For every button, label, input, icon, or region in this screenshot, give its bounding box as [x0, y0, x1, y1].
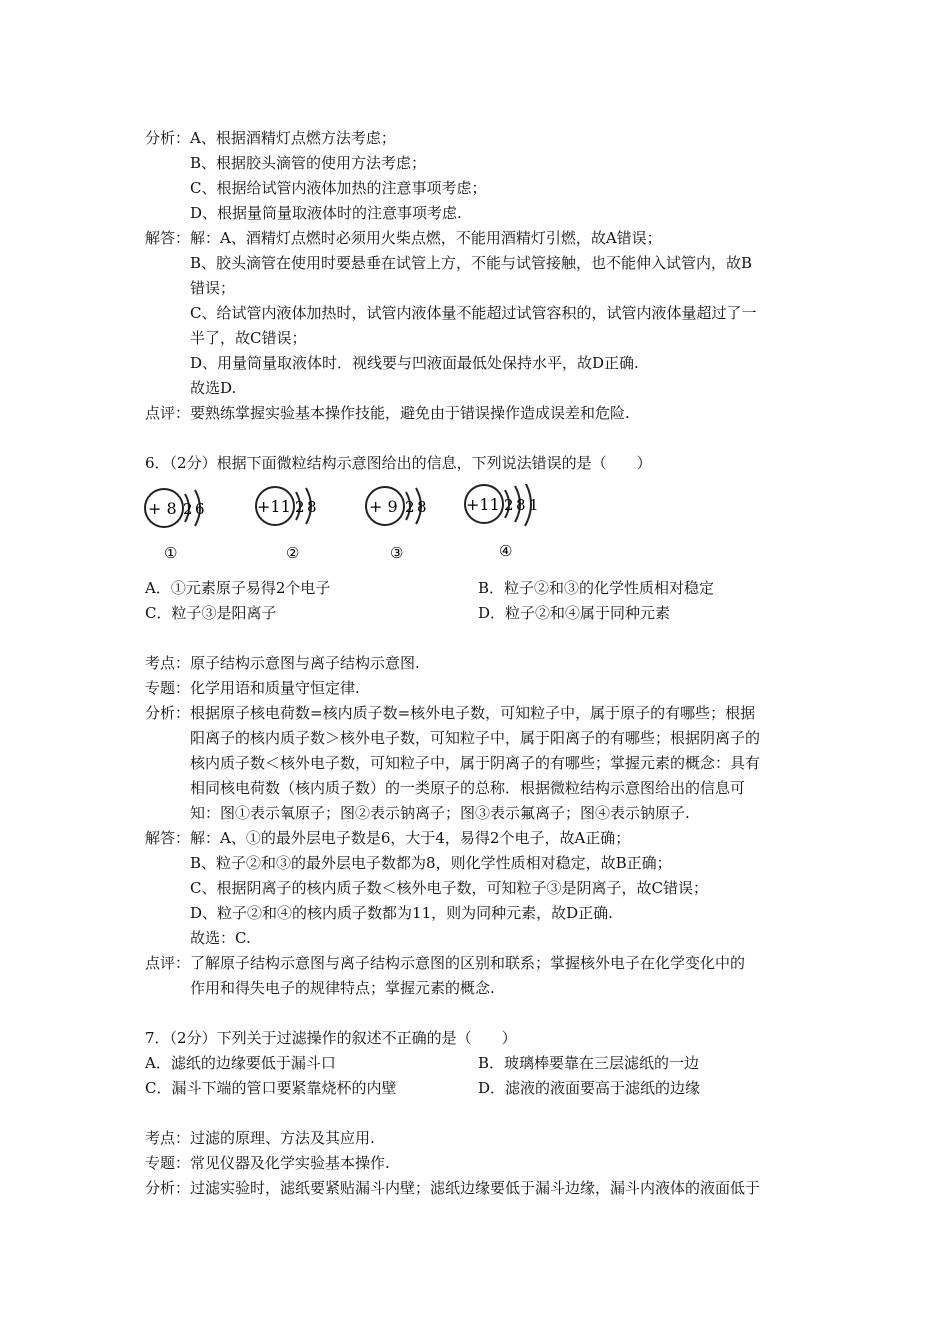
diagram-label: ③ — [390, 544, 404, 562]
q7-option-a: A．滤纸的边缘要低于漏斗口 — [145, 1054, 336, 1072]
atom-diagram-1 — [145, 489, 205, 562]
atom-structure-diagrams — [138, 484, 558, 566]
diagram-shell-count: 2 — [504, 496, 514, 514]
diagram-shell-count: 6 — [195, 500, 205, 518]
q5-analysis-line: B、根据胶头滴管的使用方法考虑； — [190, 154, 427, 172]
q6-answer-line: D、粒子②和④的核内质子数都为11，则为同种元素，故D正确. — [190, 904, 613, 922]
q7-kaodian: 过滤的原理、方法及其应用. — [190, 1129, 375, 1147]
q6-comment-line: 了解原子结构示意图与离子结构示意图的区别和联系；掌握核外电子在化学变化中的 — [190, 954, 746, 972]
q6-analysis-line: 根据原子核电荷数=核内质子数=核外电子数，可知粒子中，属于原子的有哪些；根据 — [190, 704, 756, 722]
q7-kaodian-label: 考点： — [145, 1129, 191, 1147]
q5-answer-line: C、给试管内液体加热时，试管内液体量不能超过试管容积的，试管内液体量超过了一 — [190, 304, 757, 322]
q5-analysis-label: 分析： — [145, 129, 191, 147]
q7-option-d: D．滤液的液面要高于滤纸的边缘 — [478, 1079, 701, 1097]
q5-answer-line: 解：A、酒精灯点燃时必须用火柴点燃，不能用酒精灯引燃，故A错误； — [190, 229, 662, 247]
q6-comment-label: 点评： — [145, 954, 191, 972]
q5-answer-line: 半了，故C错误； — [190, 329, 307, 347]
diagram-nucleus: +11 — [466, 495, 500, 514]
q5-comment: 要熟练掌握实验基本操作技能，避免由于错误操作造成误差和危险. — [190, 404, 630, 422]
q6-answer-line: 解：A、①的最外层电子数是6，大于4，易得2个电子，故A正确； — [190, 829, 631, 847]
q7-analysis-label: 分析： — [145, 1179, 191, 1197]
q6-kaodian-label: 考点： — [145, 654, 191, 672]
q5-answer-line: B、胶头滴管在使用时要悬垂在试管上方，不能与试管接触，也不能伸入试管内，故B — [190, 254, 753, 272]
atom-diagram-2 — [256, 487, 317, 562]
q7-zhuanti-label: 专题： — [145, 1154, 191, 1172]
q5-answer-line: 错误； — [190, 279, 236, 297]
atom-diagram-4 — [465, 484, 539, 560]
diagram-shell-count: 2 — [405, 498, 415, 516]
q6-comment-line: 作用和得失电子的规律特点；掌握元素的概念. — [190, 979, 495, 997]
q7-option-c: C．漏斗下端的管口要紧靠烧杯的内壁 — [145, 1079, 397, 1097]
q7-analysis-line: 过滤实验时，滤纸要紧贴漏斗内壁；滤纸边缘要低于漏斗边缘，漏斗内液体的液面低于 — [190, 1179, 761, 1197]
diagram-shell-count: 2 — [295, 498, 305, 516]
diagram-shell-count: 8 — [417, 498, 427, 516]
q6-option-b: B．粒子②和③的化学性质相对稳定 — [478, 579, 715, 597]
q5-comment-label: 点评： — [145, 404, 191, 422]
diagram-nucleus: + 9 — [369, 497, 398, 516]
q5-analysis-line: C、根据给试管内液体加热的注意事项考虑； — [190, 179, 487, 197]
q6-analysis-line: 核内质子数＜核外电子数，可知粒子中，属于阴离子的有哪些；掌握元素的概念：具有 — [190, 754, 761, 772]
q6-option-c: C．粒子③是阳离子 — [145, 604, 277, 622]
q5-answer-label: 解答： — [145, 229, 191, 247]
q7-zhuanti: 常见仪器及化学实验基本操作. — [190, 1154, 390, 1172]
diagram-label: ② — [286, 544, 300, 562]
q6-kaodian: 原子结构示意图与离子结构示意图. — [190, 654, 420, 672]
q6-analysis-line: 相同核电荷数（核内质子数）的一类原子的总称．根据微粒结构示意图给出的信息可 — [190, 779, 746, 797]
q6-answer-label: 解答： — [145, 829, 191, 847]
q6-question: 6．（2分）根据下面微粒结构示意图给出的信息，下列说法错误的是（ ） — [145, 454, 652, 472]
q5-answer-line: D、用量筒量取液体时．视线要与凹液面最低处保持水平，故D正确. — [190, 354, 639, 372]
q6-answer-line: C、根据阴离子的核内质子数＜核外电子数，可知粒子③是阴离子，故C错误； — [190, 879, 708, 897]
q5-analysis-line: A、根据酒精灯点燃方法考虑； — [190, 129, 396, 147]
q7-option-b: B．玻璃棒要靠在三层滤纸的一边 — [478, 1054, 700, 1072]
diagram-shell-count: 1 — [529, 496, 539, 514]
q6-answer-line: 故选：C. — [190, 929, 251, 947]
diagram-label: ① — [164, 544, 178, 562]
diagram-shell-count: 2 — [183, 500, 193, 518]
diagram-label: ④ — [499, 542, 513, 560]
q6-option-a: A．①元素原子易得2个电子 — [145, 579, 331, 597]
q5-analysis-line: D、根据量筒量取液体时的注意事项考虑. — [190, 204, 462, 222]
diagram-nucleus: + 8 — [148, 499, 177, 518]
atom-diagram-3 — [366, 487, 427, 562]
diagram-shell-count: 8 — [516, 496, 526, 514]
q6-answer-line: B、粒子②和③的最外层电子数都为8，则化学性质相对稳定，故B正确； — [190, 854, 672, 872]
q6-zhuanti-label: 专题： — [145, 679, 191, 697]
diagram-shell-count: 8 — [307, 498, 317, 516]
q5-answer-line: 故选D. — [190, 379, 237, 397]
diagram-nucleus: +11 — [257, 497, 291, 516]
q6-analysis-line: 阳离子的核内质子数＞核外电子数，可知粒子中，属于阳离子的有哪些；根据阴离子的 — [190, 729, 761, 747]
q7-question: 7．（2分）下列关于过滤操作的叙述不正确的是（ ） — [145, 1029, 517, 1047]
q6-option-d: D．粒子②和④属于同种元素 — [478, 604, 671, 622]
q6-analysis-label: 分析： — [145, 704, 191, 722]
q6-analysis-line: 知：图①表示氧原子；图②表示钠离子；图③表示氟离子；图④表示钠原子. — [190, 804, 690, 822]
q6-zhuanti: 化学用语和质量守恒定律. — [190, 679, 360, 697]
